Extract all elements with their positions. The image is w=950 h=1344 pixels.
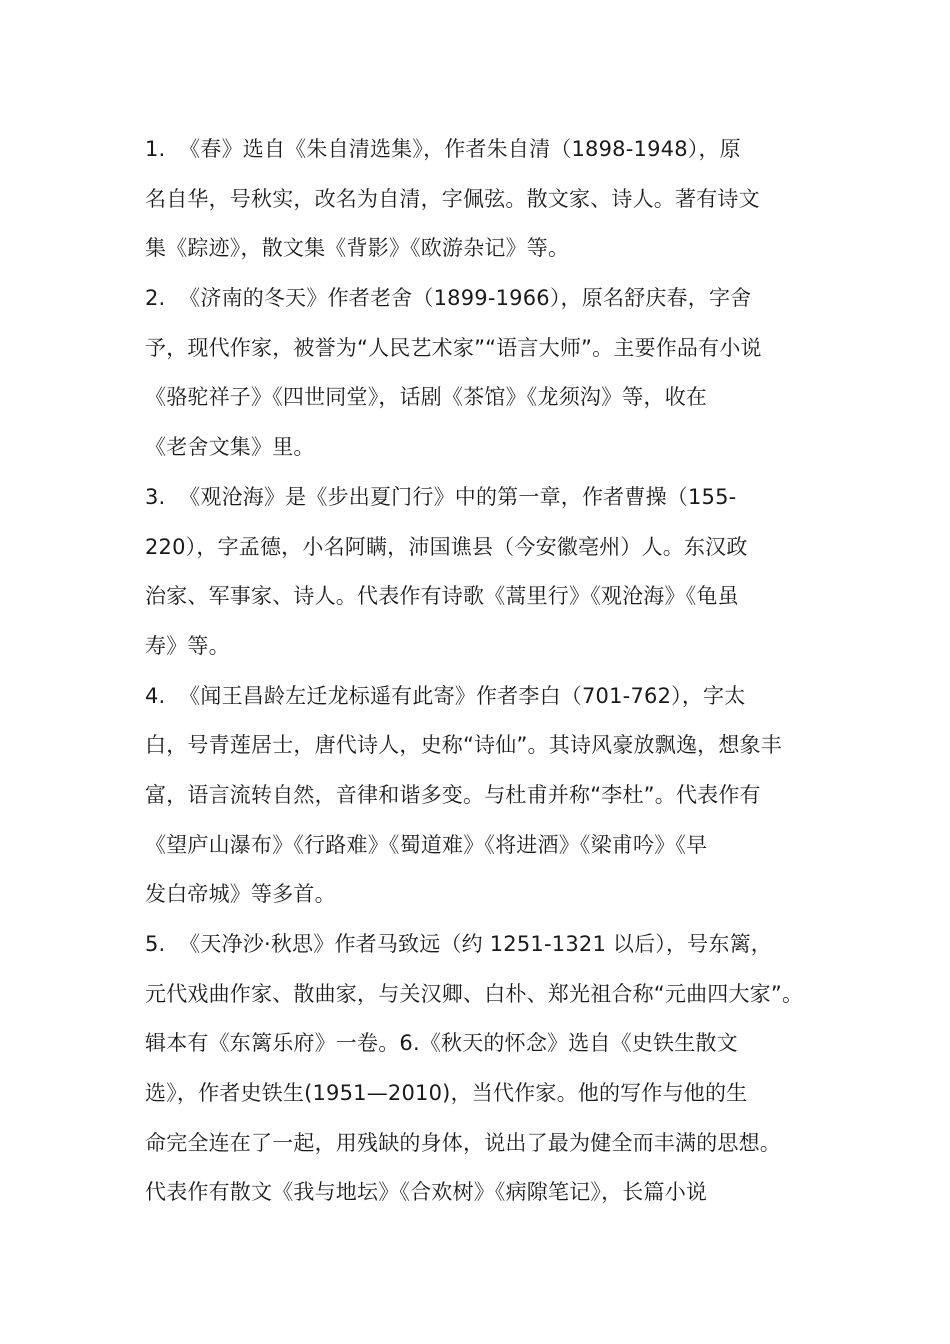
text-line: 4. 《闻王昌龄左迁龙标遥有此寄》作者李白（701-762），字太 bbox=[145, 683, 746, 708]
text-line: 选》，作者史铁生(1951—2010)，当代作家。他的写作与他的生 bbox=[145, 1081, 748, 1106]
text-line: 辑本有《东篱乐府》一卷。6.《秋天的怀念》选自《史铁生散文 bbox=[145, 1031, 738, 1056]
text-line: 发白帝城》等多首。 bbox=[145, 882, 336, 907]
text-line: 《老舍文集》里。 bbox=[145, 435, 315, 460]
text-line: 5. 《天净沙·秋思》作者马致远（约 1251-1321 以后），号东篱， bbox=[145, 932, 772, 956]
text-line: 治家、军事家、诗人。代表作有诗歌《蒿里行》《观沧海》《龟虽 bbox=[145, 584, 739, 609]
text-line: 集《踪迹》，散文集《背影》《欧游杂记》等。 bbox=[145, 236, 570, 261]
text-line: 命完全连在了一起，用残缺的身体，说出了最为健全而丰满的思想。 bbox=[145, 1130, 781, 1155]
text-line: 名自华，号秋实，改名为自清，字佩弦。散文家、诗人。著有诗文 bbox=[145, 186, 760, 211]
text-line: 1. 《春》选自《朱自清选集》，作者朱自清（1898-1948），原 bbox=[145, 137, 741, 161]
text-line: 富，语言流转自然，音律和谐多变。与杜甫并称“李杜”。代表作有 bbox=[145, 782, 761, 807]
text-line: 《望庐山瀑布》《行路难》《蜀道难》《将进酒》《梁甫吟》《早 bbox=[145, 832, 708, 857]
text-line: 寿》等。 bbox=[145, 633, 230, 658]
text-line: 白，号青莲居士，唐代诗人，史称“诗仙”。其诗风豪放飘逸，想象丰 bbox=[145, 733, 782, 758]
text-line: 220），字孟德，小名阿瞒，沛国谯县（今安徽亳州）人。东汉政 bbox=[145, 534, 748, 559]
text-line: 予，现代作家，被誉为“人民艺术家”“语言大师”。主要作品有小说 bbox=[145, 335, 762, 360]
text-line: 3. 《观沧海》是《步出夏门行》中的第一章，作者曹操（155- bbox=[145, 484, 737, 509]
text-line: 《骆驼祥子》《四世同堂》，话剧《茶馆》《龙须沟》等，收在 bbox=[145, 385, 708, 410]
document-body bbox=[145, 125, 835, 1218]
text-line: 代表作有散文《我与地坛》《合欢树》《病隙笔记》，长篇小说 bbox=[145, 1180, 708, 1205]
text-line: 2. 《济南的冬天》作者老舍（1899-1966），原名舒庆春，字舍 bbox=[145, 286, 752, 311]
text-line: 元代戏曲作家、散曲家，与关汉卿、白朴、郑光祖合称“元曲四大家”。 bbox=[145, 981, 804, 1006]
